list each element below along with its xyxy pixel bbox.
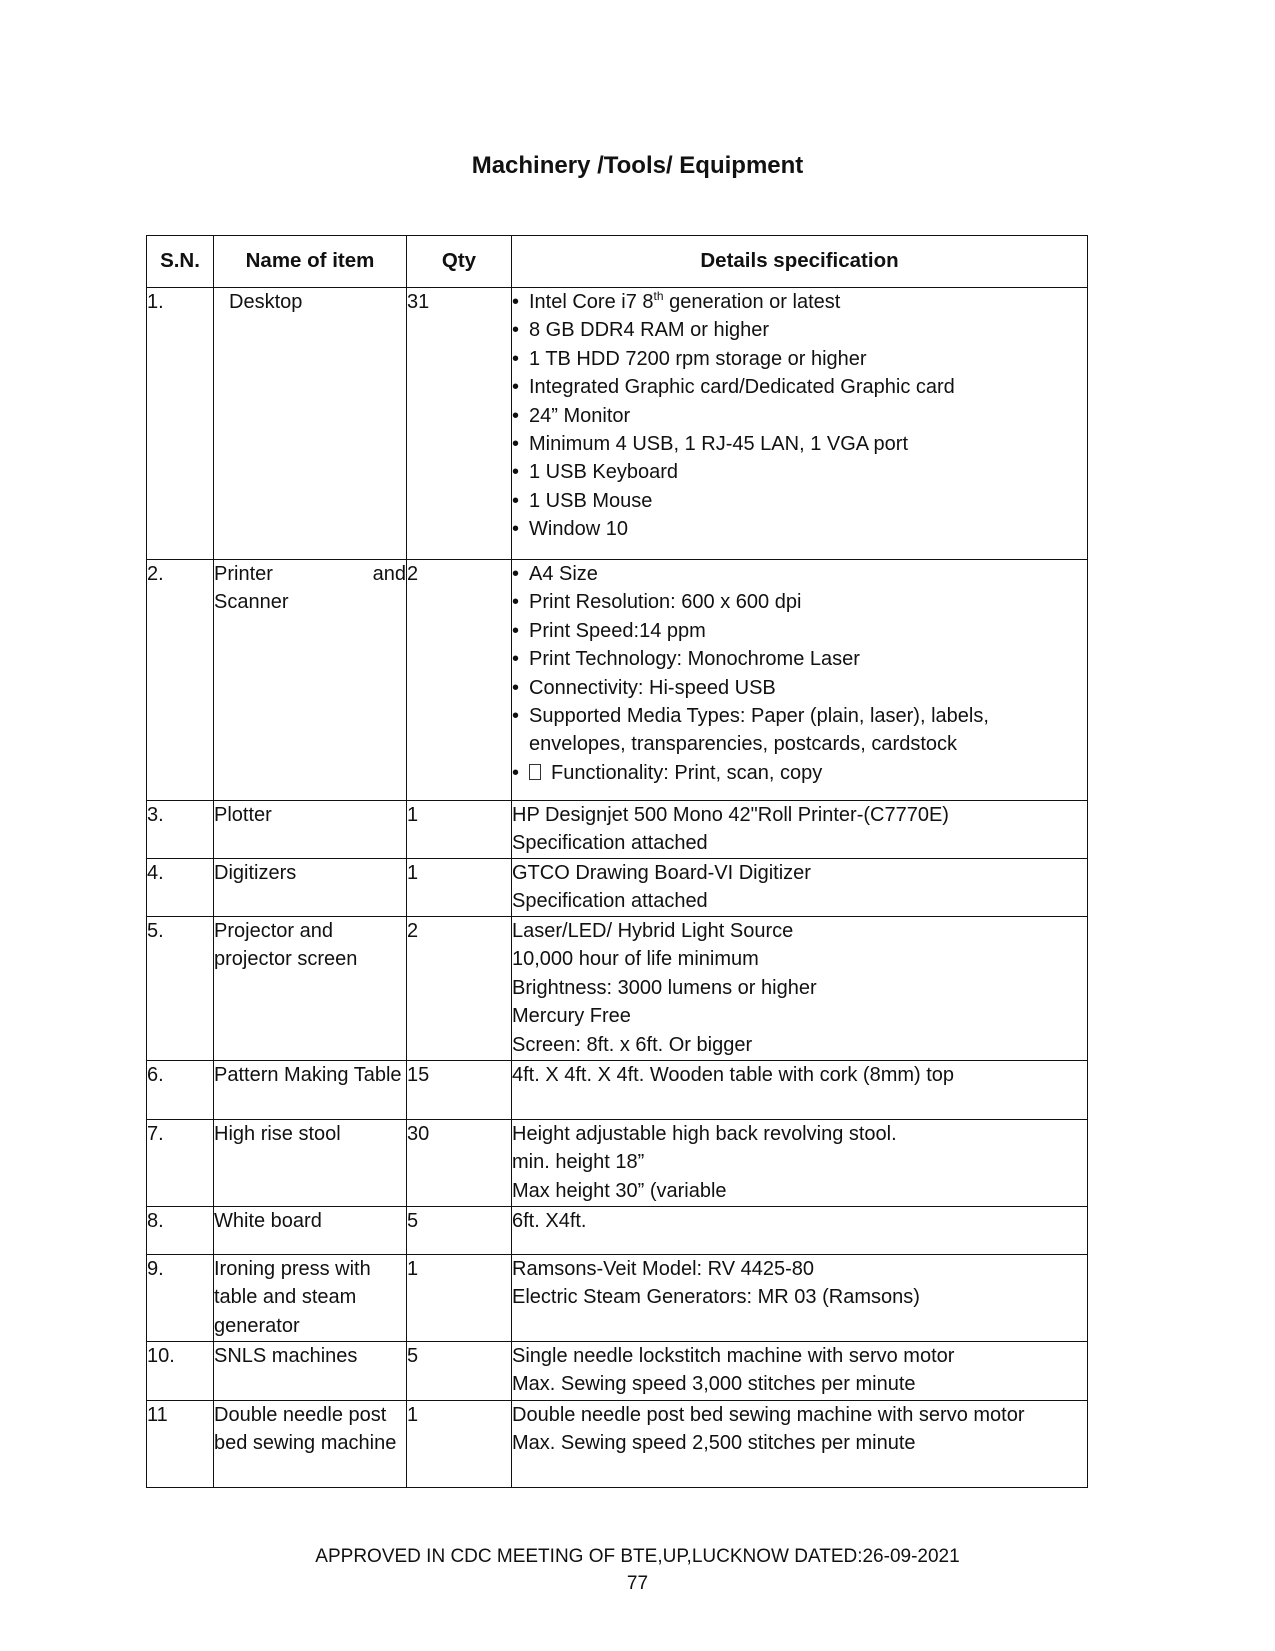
- approval-note: APPROVED IN CDC MEETING OF BTE,UP,LUCKNOW DATED:26-09-2021: [315, 1546, 960, 1567]
- row-details: Ramsons-Veit Model: RV 4425-80 Electric Steam Generators: MR 03 (Ramsons): [512, 1255, 1088, 1342]
- row-qty: 2: [407, 560, 512, 801]
- page-number: 77: [626, 1573, 649, 1594]
- row-name: Desktop: [214, 288, 407, 560]
- row-sn: 3.: [147, 801, 214, 859]
- row-details: [512, 560, 1088, 801]
- row-sn: 9.: [147, 1255, 214, 1342]
- row-qty: 1: [407, 1255, 512, 1342]
- table-row: [147, 1207, 1088, 1255]
- row-details: [512, 288, 1088, 560]
- row-qty: 15: [407, 1061, 512, 1120]
- page-title: Machinery /Tools/ Equipment: [471, 152, 804, 179]
- row-details: GTCO Drawing Board-VI Digitizer Specification attached: [512, 859, 1088, 917]
- row-sn: 1.: [147, 288, 214, 560]
- row-sn: 5.: [147, 917, 214, 1061]
- row-qty: 1: [407, 1401, 512, 1488]
- header-name: Name of item: [214, 236, 407, 288]
- table-row: [147, 1401, 1088, 1488]
- table-row: [147, 288, 1088, 560]
- list-item: • Print Technology: Monochrome Laser: [512, 645, 1087, 673]
- row-name: Projector and projector screen: [214, 917, 407, 1061]
- row-qty: 30: [407, 1120, 512, 1207]
- row-qty: 31: [407, 288, 512, 560]
- row-sn: 7.: [147, 1120, 214, 1207]
- list-item: • 1 USB Mouse: [512, 487, 1087, 515]
- list-item: • Intel Core i7 8th generation or latest: [512, 288, 1087, 316]
- row-sn: 4.: [147, 859, 214, 917]
- row-sn: 6.: [147, 1061, 214, 1120]
- row-details: Laser/LED/ Hybrid Light Source 10,000 hour of life minimum Brightness: 3000 lumens or higher Mercury Free Screen: 8ft. x 6ft. Or bigger: [512, 917, 1088, 1061]
- row-name: White board: [214, 1207, 407, 1255]
- row-name: High rise stool: [214, 1120, 407, 1207]
- header-details: Details specification: [512, 236, 1088, 288]
- list-item: • Supported Media Types: Paper (plain, laser), labels, envelopes, transparencies, postcards, cardstock: [512, 702, 1087, 759]
- table-row: [147, 560, 1088, 801]
- list-item: • 24” Monitor: [512, 402, 1087, 430]
- row-qty: 5: [407, 1207, 512, 1255]
- header-sn: S.N.: [147, 236, 214, 288]
- row-details: Double needle post bed sewing machine with servo motor Max. Sewing speed 2,500 stitches per minute: [512, 1401, 1088, 1488]
- row-name: Digitizers: [214, 859, 407, 917]
- row-name: Plotter: [214, 801, 407, 859]
- row-qty: 1: [407, 801, 512, 859]
- row-name: Printer and Scanner: [214, 560, 407, 801]
- row-sn: 11: [147, 1401, 214, 1488]
- header-qty: Qty: [407, 236, 512, 288]
- list-item: • Connectivity: Hi-speed USB: [512, 674, 1087, 702]
- row-qty: 2: [407, 917, 512, 1061]
- row-name: Double needle post bed sewing machine: [214, 1401, 407, 1488]
- equipment-table: [146, 235, 1088, 1488]
- row-name: Pattern Making Table: [214, 1061, 407, 1120]
- row-name: SNLS machines: [214, 1342, 407, 1401]
- table-row: [147, 859, 1088, 917]
- list-item: • Print Resolution: 600 x 600 dpi: [512, 588, 1087, 616]
- row-qty: 5: [407, 1342, 512, 1401]
- page-footer: [0, 1543, 1275, 1597]
- table-row: [147, 1061, 1088, 1120]
- table-row: [147, 801, 1088, 859]
- list-item: • Print Speed:14 ppm: [512, 617, 1087, 645]
- missing-glyph-icon: [529, 764, 541, 780]
- row-name: Ironing press with table and steam generator: [214, 1255, 407, 1342]
- row-sn: 10.: [147, 1342, 214, 1401]
- row-details: 4ft. X 4ft. X 4ft. Wooden table with cork (8mm) top: [512, 1061, 1088, 1120]
- row-qty: 1: [407, 859, 512, 917]
- table-row: [147, 1120, 1088, 1207]
- list-item: • Minimum 4 USB, 1 RJ-45 LAN, 1 VGA port: [512, 430, 1087, 458]
- row-details: Single needle lockstitch machine with servo motor Max. Sewing speed 3,000 stitches per minute: [512, 1342, 1088, 1401]
- list-item: • 1 TB HDD 7200 rpm storage or higher: [512, 345, 1087, 373]
- row-details: HP Designjet 500 Mono 42"Roll Printer-(C7770E) Specification attached: [512, 801, 1088, 859]
- row-details: 6ft. X4ft.: [512, 1207, 1088, 1255]
- table-row: [147, 917, 1088, 1061]
- list-item: • Integrated Graphic card/Dedicated Graphic card: [512, 373, 1087, 401]
- row-details: Height adjustable high back revolving stool. min. height 18” Max height 30” (variable: [512, 1120, 1088, 1207]
- table-row: [147, 1342, 1088, 1401]
- list-item: • Functionality: Print, scan, copy: [512, 759, 1087, 787]
- row-sn: 8.: [147, 1207, 214, 1255]
- list-item: • 1 USB Keyboard: [512, 458, 1087, 486]
- list-item: • A4 Size: [512, 560, 1087, 588]
- list-item: • Window 10: [512, 515, 1087, 543]
- header-row: [147, 236, 1088, 288]
- row-sn: 2.: [147, 560, 214, 801]
- list-item: • 8 GB DDR4 RAM or higher: [512, 316, 1087, 344]
- table-row: [147, 1255, 1088, 1342]
